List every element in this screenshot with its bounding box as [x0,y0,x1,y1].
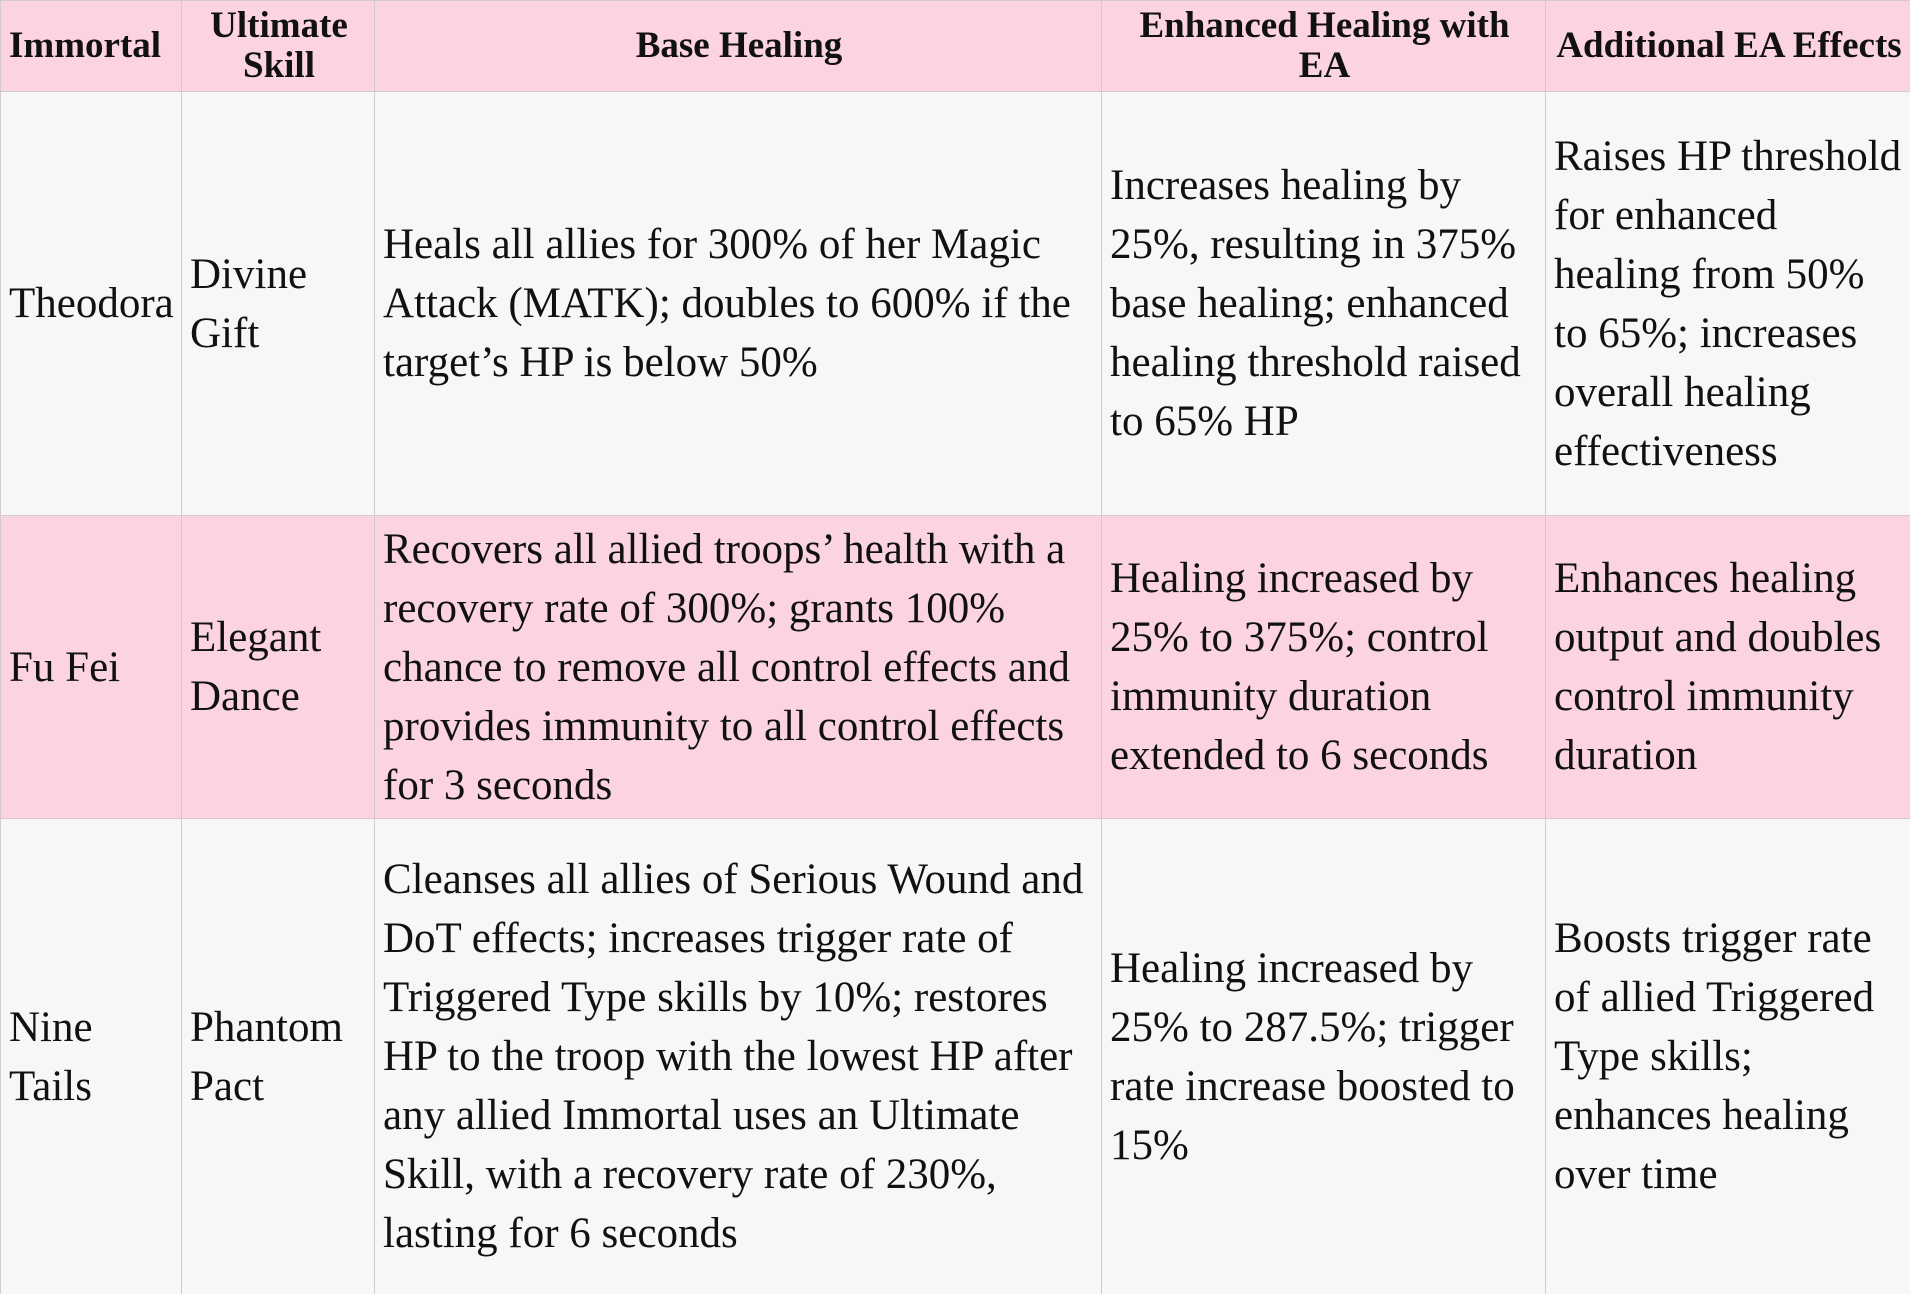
header-additional-effects: Additional EA Effects [1546,1,1910,92]
cell-base-healing: Cleanses all allies of Serious Wound and DoT effects; increases trigger rate of Triggered Type skills by 10%; restores HP to the troop with the lowest HP after any allied Immortal uses an Ultimate Skill, with a recovery rate of 230%, lasting for 6 seconds [375,819,1102,1294]
cell-additional-effects: Boosts trigger rate of allied Triggered Type skills; enhances healing over time [1546,819,1910,1294]
header-immortal: Immortal [1,1,182,92]
header-row [1,1,1910,92]
header-ultimate-skill: Ultimate Skill [182,1,375,92]
table-row [1,516,1910,819]
cell-immortal: Fu Fei [1,516,182,819]
cell-additional-effects: Enhances healing output and doubles control immunity duration [1546,516,1910,819]
cell-immortal: Theodora [1,92,182,516]
cell-base-healing: Heals all allies for 300% of her Magic Attack (MATK); doubles to 600% if the target’s HP is below 50% [375,92,1102,516]
cell-skill: Divine Gift [182,92,375,516]
cell-skill: Phantom Pact [182,819,375,1294]
header-enhanced-healing: Enhanced Healing with EA [1102,1,1546,92]
cell-enhanced-healing: Healing increased by 25% to 287.5%; trigger rate increase boosted to 15% [1102,819,1546,1294]
cell-enhanced-healing: Healing increased by 25% to 375%; control immunity duration extended to 6 seconds [1102,516,1546,819]
header-base-healing: Base Healing [375,1,1102,92]
table-row [1,819,1910,1294]
cell-base-healing: Recovers all allied troops’ health with a recovery rate of 300%; grants 100% chance to remove all control effects and provides immunity to all control effects for 3 seconds [375,516,1102,819]
table-row [1,92,1910,516]
cell-immortal: Nine Tails [1,819,182,1294]
cell-enhanced-healing: Increases healing by 25%, resulting in 375% base healing; enhanced healing threshold raised to 65% HP [1102,92,1546,516]
cell-skill: Elegant Dance [182,516,375,819]
cell-additional-effects: Raises HP threshold for enhanced healing from 50% to 65%; increases overall healing effectiveness [1546,92,1910,516]
